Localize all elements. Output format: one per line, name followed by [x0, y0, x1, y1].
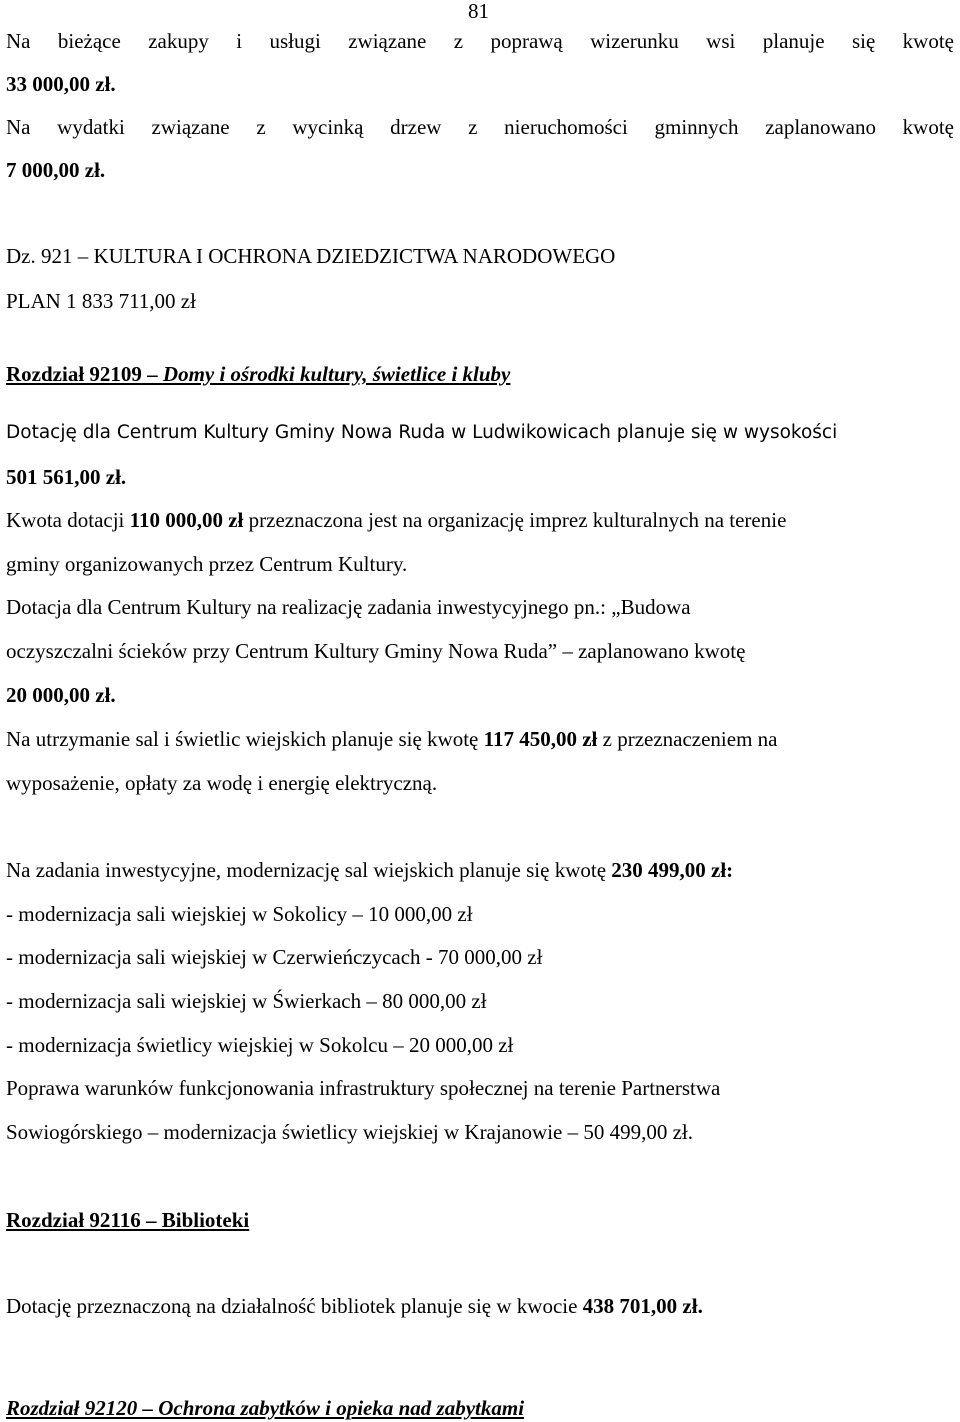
kwota-dotacji-line1 [6, 509, 786, 531]
utrzymanie-sal-amount: 117 450,00 zł [483, 727, 598, 751]
utrzymanie-sal-pre: Na utrzymanie sal i świetlic wiejskich planuje się kwotę [6, 727, 484, 751]
inwestycja-line2: oczyszczalni ścieków przy Centrum Kultury Gminy Nowa Ruda” – zaplanowano kwotę [6, 639, 746, 663]
zadania-inwestycyjne-amount: 230 499,00 zł: [611, 858, 734, 882]
paragraph-wycinka-line1: Na wydatki związane z wycinką drzew z nieruchomości gminnych zaplanowano kwotę [6, 115, 954, 139]
section-921-plan: PLAN 1 833 711,00 zł [6, 289, 196, 313]
utrzymanie-sal-line2: wyposażenie, opłaty za wodę i energię elektryczną. [6, 771, 438, 795]
utrzymanie-sal-post: z przeznaczeniem na [597, 727, 778, 751]
section-921-heading: Dz. 921 – KULTURA I OCHRONA DZIEDZICTWA NARODOWEGO [6, 244, 616, 268]
list-item: - modernizacja sali wiejskiej w Sokolicy – 10 000,00 zł [6, 902, 473, 926]
rozdzial-92109-heading [6, 363, 510, 385]
paragraph-zakupy-line1: Na bieżące zakupy i usługi związane z poprawą wizerunku wsi planuje się kwotę [6, 29, 954, 53]
poprawa-line1: Poprawa warunków funkcjonowania infrastruktury społecznej na terenie Partnerstwa [6, 1076, 721, 1100]
dotacja-ck-amount: 501 561,00 zł. [6, 465, 127, 489]
kwota-dotacji-amount: 110 000,00 zł [129, 508, 244, 532]
biblioteki-amount: 438 701,00 zł. [582, 1294, 703, 1318]
poprawa-line2: Sowiogórskiego – modernizacja świetlicy wiejskiej w Krajanowie – 50 499,00 zł. [6, 1120, 694, 1144]
utrzymanie-sal-line1 [6, 728, 778, 750]
paragraph-zakupy-amount: 33 000,00 zł. [6, 72, 116, 96]
paragraph-wycinka-amount: 7 000,00 zł. [6, 158, 106, 182]
dotacja-ck-line1: Dotację dla Centrum Kultury Gminy Nowa Ruda w Ludwikowicach planuje się w wysokości [6, 422, 838, 443]
rozdzial-92109-sep: – [141, 362, 163, 386]
biblioteki-pre: Dotację przeznaczoną na działalność bibliotek planuje się w kwocie [6, 1294, 583, 1318]
biblioteki-line [6, 1295, 703, 1317]
kwota-dotacji-line2: gminy organizowanych przez Centrum Kultury. [6, 552, 408, 576]
list-item: - modernizacja sali wiejskiej w Świerkach – 80 000,00 zł [6, 989, 487, 1013]
list-item: - modernizacja świetlicy wiejskiej w Sokolcu – 20 000,00 zł [6, 1033, 514, 1057]
inwestycja-amount: 20 000,00 zł. [6, 683, 116, 707]
page-number: 81 [468, 0, 489, 23]
list-item: - modernizacja sali wiejskiej w Czerwieńczycach - 70 000,00 zł [6, 945, 543, 969]
rozdzial-92109-title: Domy i ośrodki kultury, świetlice i kluby [162, 362, 511, 386]
zadania-inwestycyjne-pre: Na zadania inwestycyjne, modernizację sal wiejskich planuje się kwotę [6, 858, 612, 882]
zadania-inwestycyjne-line [6, 859, 733, 881]
kwota-dotacji-pre: Kwota dotacji [6, 508, 130, 532]
rozdzial-92120-heading: Rozdział 92120 – Ochrona zabytków i opieka nad zabytkami [6, 1396, 525, 1420]
inwestycja-line1: Dotacja dla Centrum Kultury na realizację zadania inwestycyjnego pn.: „Budowa [6, 595, 691, 619]
kwota-dotacji-post: przeznaczona jest na organizację imprez kulturalnych na terenie [243, 508, 787, 532]
rozdzial-92116-heading: Rozdział 92116 – Biblioteki [6, 1208, 250, 1232]
rozdzial-92109-code: Rozdział 92109 [6, 362, 142, 386]
